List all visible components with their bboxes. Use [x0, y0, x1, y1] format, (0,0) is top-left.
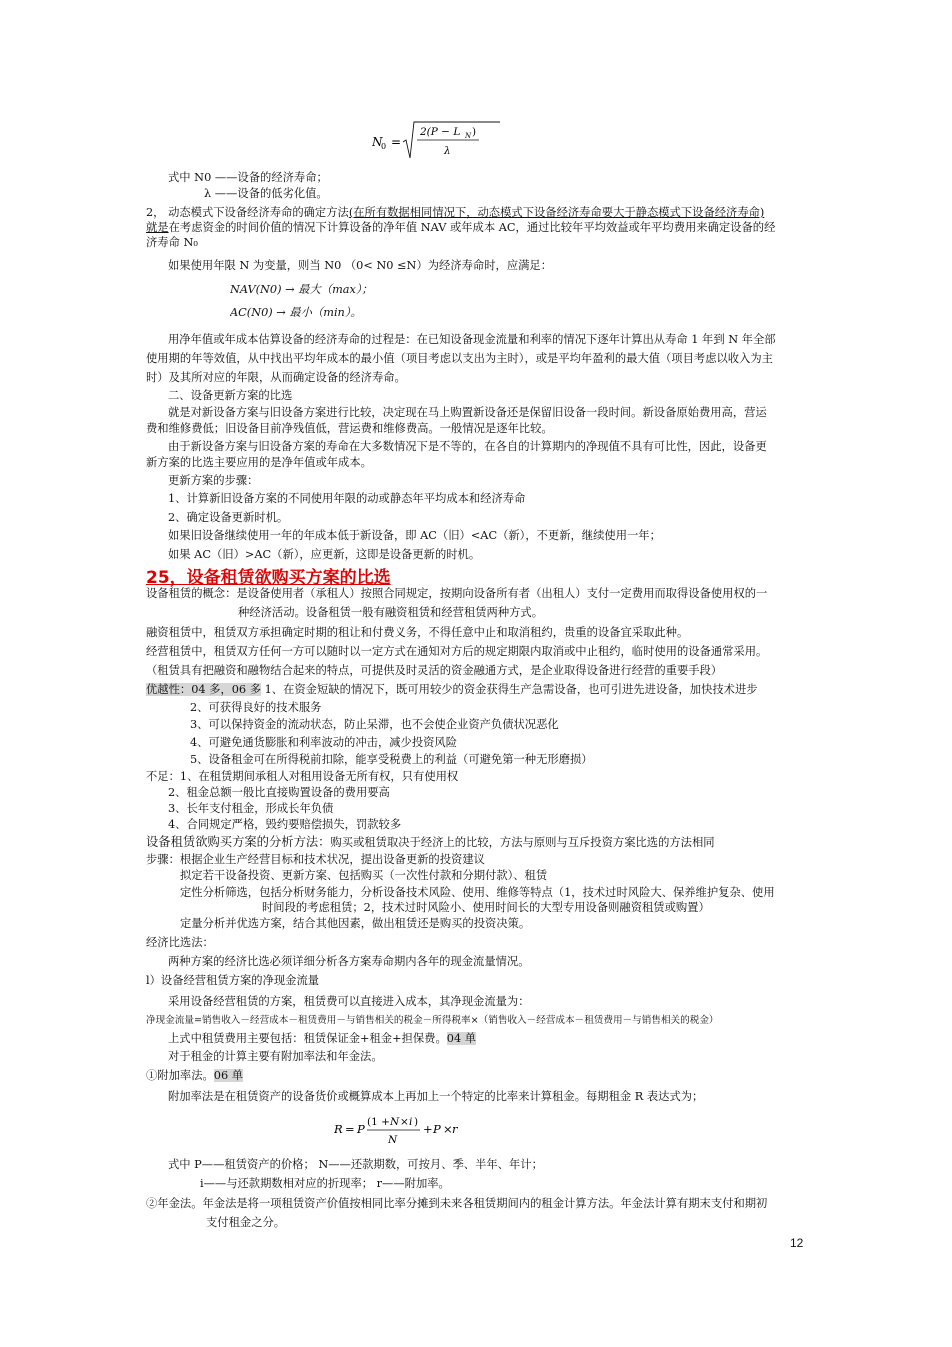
svg-text:λ: λ: [444, 145, 451, 157]
text-line: 4、可避免通货膨胀和利率波动的冲击，减少投资风险: [190, 736, 458, 749]
svg-text:=: =: [391, 135, 402, 149]
svg-text:+: +: [423, 1122, 433, 1136]
svg-text:=: =: [345, 1122, 355, 1136]
text-line: 如果旧设备继续使用一年的年成本低于新设备，即 AC（旧）<AC（新），不更新，继续使用一年；: [168, 529, 661, 542]
text-line: 拟定若干设备投资、更新方案、包括购买（一次性付款和分期付款）、租赁: [180, 869, 548, 882]
text-span: 购买或租赁取决于经济上的比较，方法与原则与互斥投资方案比选的方法相同: [330, 836, 715, 849]
section-heading: 二、设备更新方案的比选: [168, 389, 293, 402]
text-line: 如果使用年限 N 为变量，则当 N0 （0< N0 ≤N）为经济寿命时，应满足：: [168, 259, 553, 272]
text-line: 由于新设备方案与旧设备方案的寿命在大多数情况下是不等的，在各自的计算期内的净现值不具有可比性，因此，设备更: [168, 440, 767, 453]
text-line: 对于租金的计算主要有附加率法和年金法。: [168, 1050, 383, 1063]
page-number: 12: [790, 1236, 804, 1250]
text-line: 时）及其所对应的年限，从而确定设备的经济寿命。: [146, 371, 406, 384]
text-line: 济寿命 N₀: [146, 236, 198, 249]
formula-ac: AC(N0) → 最小（min）。: [230, 306, 362, 319]
text-line: 步骤：根据企业生产经营目标和技术状况，提出设备更新的投资建议: [146, 853, 485, 866]
text-span: ①附加率法。: [146, 1069, 214, 1082]
text-line: 净现金流量=销售收入－经营成本－租赁费用－与销售相关的税金－所得税率×（销售收入－经营成本－租赁费用－与销售相关的税金）: [146, 1015, 719, 1026]
text-line: ②年金法。年金法是将一项租赁资产价值按相同比率分摊到未来各租赁期间内的租金计算方法。年金法计算有期末支付和期初: [146, 1197, 768, 1210]
text-line: 经济比选法：: [146, 936, 214, 949]
svg-text:): ): [472, 126, 477, 138]
text-line: 不足：1、在租赁期间承租人对租用设备无所有权，只有使用权: [146, 770, 459, 783]
svg-text:i: i: [409, 1116, 413, 1128]
svg-text:0: 0: [381, 142, 387, 151]
formula-r: [334, 1112, 474, 1150]
underlined-note: (在所有数据相同情况下，动态模式下设备经济寿命要大于静态模式下设备经济寿命): [348, 206, 765, 219]
highlight-tag: 优越性：04 多，06 多: [146, 683, 262, 696]
formula-n0: [372, 118, 512, 162]
underlined-term: 就是: [146, 221, 169, 234]
text-line: 支付租金之分。: [206, 1216, 286, 1229]
text-line: [168, 1032, 816, 1046]
text-line: λ ——设备的低劣化值。: [204, 187, 328, 200]
text-line: [146, 206, 816, 220]
text-line: 使用期的年等效值，从中找出平均年成本的最小值（项目考虑以支出为主时），或是平均年盈利的最大值（项目考虑以收入为主: [146, 352, 773, 365]
text-line: 5、设备租金可在所得税前扣除，能享受税费上的利益（可避免第一种无形磨损）: [190, 753, 593, 766]
text-line: 1、计算新旧设备方案的不同使用年限的动或静态年平均成本和经济寿命: [168, 492, 526, 505]
text-line: [146, 683, 816, 697]
text-line: 2、租金总额一般比直接购置设备的费用要高: [168, 786, 390, 799]
text-line: l）设备经营租赁方案的净现金流量: [146, 974, 320, 987]
svg-text:P: P: [433, 1122, 441, 1136]
text-line: 定性分析筛选，包括分析财务能力，分析设备技术风险、使用、维修等特点（1，技术过时风险大、保养维护复杂、使用: [180, 886, 775, 899]
text-line: 3、可以保持资金的流动状态，防止呆滞，也不会使企业资产负债状况恶化: [190, 718, 559, 731]
formula-n0-graphic: [372, 118, 512, 162]
text-span: 在考虑资金的时间价值的情况下计算设备的净年值 NAV 或年成本 AC，通过比较年平均效益或年平均费用来确定设备的经: [168, 221, 776, 234]
text-line: 更新方案的步骤：: [168, 474, 259, 487]
svg-text:r: r: [452, 1122, 458, 1136]
formula-nav: NAV(N0) → 最大（max）；: [230, 283, 373, 296]
text-line: 设备租赁的概念：是设备使用者（承租人）按照合同规定，按期向设备所有者（出租人）支付一定费用而取得设备使用权的一: [146, 587, 768, 600]
svg-text:N: N: [465, 132, 472, 140]
text-line: 费和维修费低；旧设备目前净残值低，营运费和维修费高。一般情况是逐年比较。: [146, 422, 553, 435]
text-line: 采用设备经营租赁的方案，租赁费可以直接进入成本，其净现金流量为：: [168, 995, 530, 1008]
text-line: 附加率法是在租赁资产的设备货价或概算成本上再加上一个特定的比率来计算租金。每期租金 R 表达式为；: [168, 1090, 704, 1103]
svg-text:N: N: [390, 1116, 400, 1128]
text-line: 式中 N0 ——设备的经济寿命；: [168, 171, 328, 184]
sub-heading: 设备租赁欲购买方案的分析方法：: [146, 835, 331, 849]
highlight-tag: 04 单: [446, 1032, 477, 1045]
text-line: 如果 AC（旧）>AC（新），应更新，这即是设备更新的时机。: [168, 548, 481, 561]
text-line: 时间段的考虑租赁；2，技术过时风险小、使用时间长的大型专用设备则融资租赁或购置）: [262, 901, 710, 914]
svg-text:): ): [414, 1116, 419, 1128]
text-line: 式中 P——租赁资产的价格； N——还款期数，可按月、季、半年、年计；: [168, 1158, 543, 1171]
text-line: 2、确定设备更新时机。: [168, 511, 289, 524]
text-line: 就是对新设备方案与旧设备方案进行比较，决定现在马上购置新设备还是保留旧设备一段时间。新设备原始费用高，营运: [168, 406, 767, 419]
text-span: 上式中租赁费用主要包括：租赁保证金+租金+担保费。: [168, 1032, 447, 1045]
svg-text:×: ×: [443, 1122, 453, 1136]
svg-text:2(P − L: 2(P − L: [420, 126, 461, 138]
text-span: 1、在资金短缺的情况下，既可用较少的资金获得生产急需设备，也可引进先进设备，加快技术进步: [261, 683, 758, 696]
text-line: i——与还款期数相对应的折现率； r——附加率。: [200, 1177, 450, 1190]
text-line: 种经济活动。设备租赁一般有融资租赁和经营租赁两种方式。: [238, 606, 544, 619]
text-line: 2、可获得良好的技术服务: [190, 701, 322, 714]
text-line: [146, 221, 816, 235]
text-line: 4、合同规定严格，毁约要赔偿损失，罚款较多: [168, 818, 402, 831]
text-line: 新方案的比选主要应用的是净年值或年成本。: [146, 456, 372, 469]
svg-text:R: R: [334, 1122, 343, 1136]
svg-text:N: N: [372, 135, 383, 149]
svg-text:N: N: [388, 1134, 398, 1146]
highlight-tag: 06 单: [213, 1069, 244, 1082]
svg-text:×: ×: [400, 1116, 409, 1128]
text-line: 融资租赁中，租赁双方承担确定时期的租让和付费义务，不得任意中止和取消租约，贵重的设备宜采取此种。: [146, 626, 689, 639]
section-title: 25，设备租赁欲购买方案的比选: [146, 568, 391, 588]
text-line: 用净年值或年成本估算设备的经济寿命的过程是：在已知设备现金流量和利率的情况下逐年计算出从寿命 1 年到 N 年全部: [168, 333, 776, 346]
formula-r-graphic: [334, 1112, 474, 1150]
text-span: 2， 动态模式下设备经济寿命的确定方法: [146, 206, 349, 219]
text-line: 3、长年支付租金，形成长年负债: [168, 802, 334, 815]
text-line: 经营租赁中，租赁双方任何一方可以随时以一定方式在通知对方后的规定期限内取消或中止租约，临时使用的设备通常采用。: [146, 645, 768, 658]
text-line: 定量分析并优选方案，结合其他因素，做出租赁还是购买的投资决策。: [180, 917, 531, 930]
svg-text:(1 +: (1 +: [367, 1116, 390, 1128]
text-line: 两种方案的经济比选必须详细分析各方案寿命期内各年的现金流量情况。: [168, 955, 530, 968]
text-line: [146, 835, 816, 850]
text-line: [146, 1069, 816, 1083]
svg-text:P: P: [357, 1122, 365, 1136]
text-line: （租赁具有把融资和融物结合起来的特点，可提供及时灵活的资金融通方式，是企业取得设备进行经营的重要手段）: [146, 664, 723, 677]
